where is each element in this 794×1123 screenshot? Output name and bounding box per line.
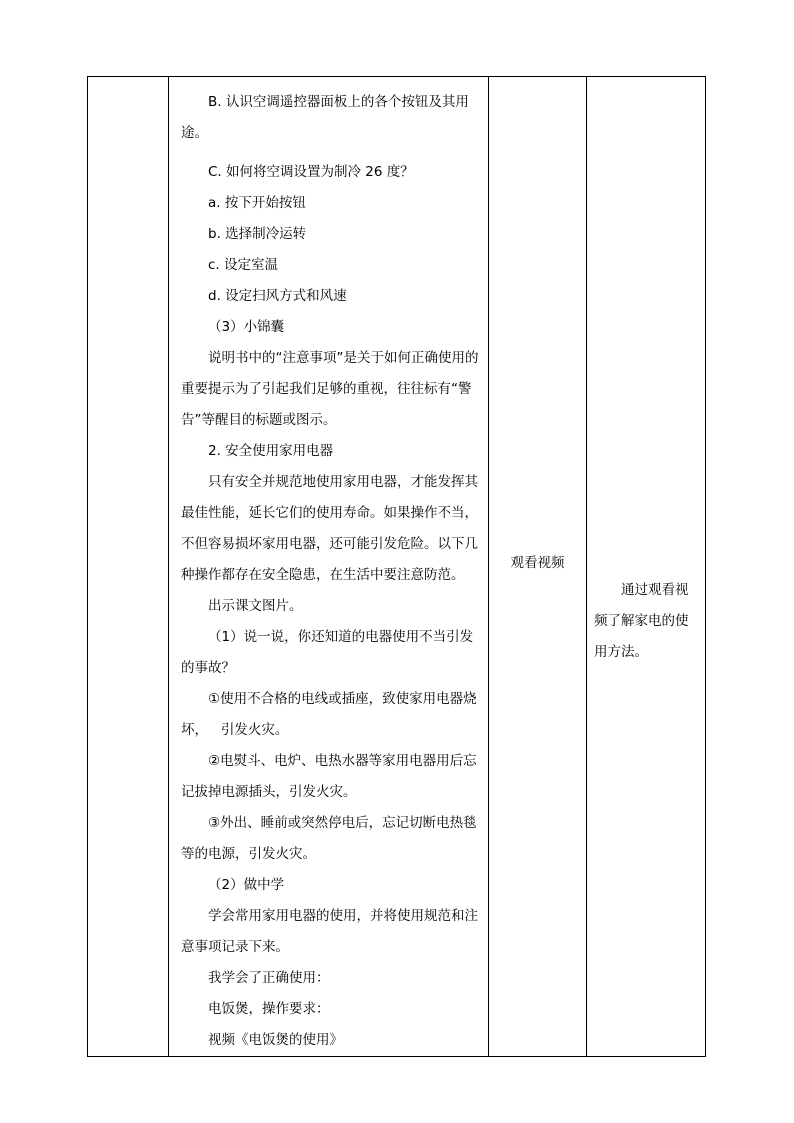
content-line: （2）做中学 xyxy=(208,877,285,893)
content-line: 说明书中的“注意事项”是关于如何正确使用的重要提示为了引起我们足够的重视，往往标有“警告”等醒目的标题或图示。 xyxy=(181,350,479,428)
design-intent-text: 通过观看视频了解家电的使用方法。 xyxy=(594,582,689,660)
content-line: ①使用不合格的电线或插座，致使家用电器烧坏， 引发火灾。 xyxy=(181,691,477,738)
content-line: d. 设定扫风方式和风速 xyxy=(208,288,347,304)
teaching-content xyxy=(169,77,488,1056)
content-line: 视频《电饭煲的使用》 xyxy=(208,1032,343,1048)
table-row xyxy=(88,77,706,1057)
student-activity-cell xyxy=(489,77,587,1057)
content-line: 2. 安全使用家用电器 xyxy=(208,443,334,459)
design-intent-cell xyxy=(587,77,706,1057)
content-line: 只有安全并规范地使用家用电器，才能发挥其最佳性能，延长它们的使用寿命。如果操作不当，不但容易损坏家用电器，还可能引发危险。以下几种操作都存在安全隐患，在生活中要注意防范。 xyxy=(181,474,478,583)
content-line: B. 认识空调遥控器面板上的各个按钮及其用途。 xyxy=(181,94,469,141)
content-line: b. 选择制冷运转 xyxy=(208,226,307,242)
content-line: c. 设定室温 xyxy=(208,257,279,273)
content-line: a. 按下开始按钮 xyxy=(208,195,306,211)
student-activity-text: 观看视频 xyxy=(510,555,565,571)
content-line: 出示课文图片。 xyxy=(208,598,303,614)
content-line: 我学会了正确使用： xyxy=(208,970,330,986)
lesson-plan-table xyxy=(87,76,706,1057)
stage-cell xyxy=(88,77,169,1057)
content-line: ②电熨斗、电炉、电热水器等家用电器用后忘记拔掉电源插头，引发火灾。 xyxy=(181,753,477,800)
teaching-content-cell xyxy=(169,77,489,1057)
content-line: 学会常用家用电器的使用，并将使用规范和注意事项记录下来。 xyxy=(181,908,478,955)
content-line: （1）说一说，你还知道的电器使用不当引发的事故？ xyxy=(181,629,474,676)
content-line: C. 如何将空调设置为制冷 26 度？ xyxy=(208,164,414,180)
content-line: （3）小锦囊 xyxy=(208,319,285,335)
content-line: ③外出、睡前或突然停电后，忘记切断电热毯等的电源，引发火灾。 xyxy=(181,815,477,862)
content-line: 电饭煲，操作要求： xyxy=(208,1001,330,1017)
